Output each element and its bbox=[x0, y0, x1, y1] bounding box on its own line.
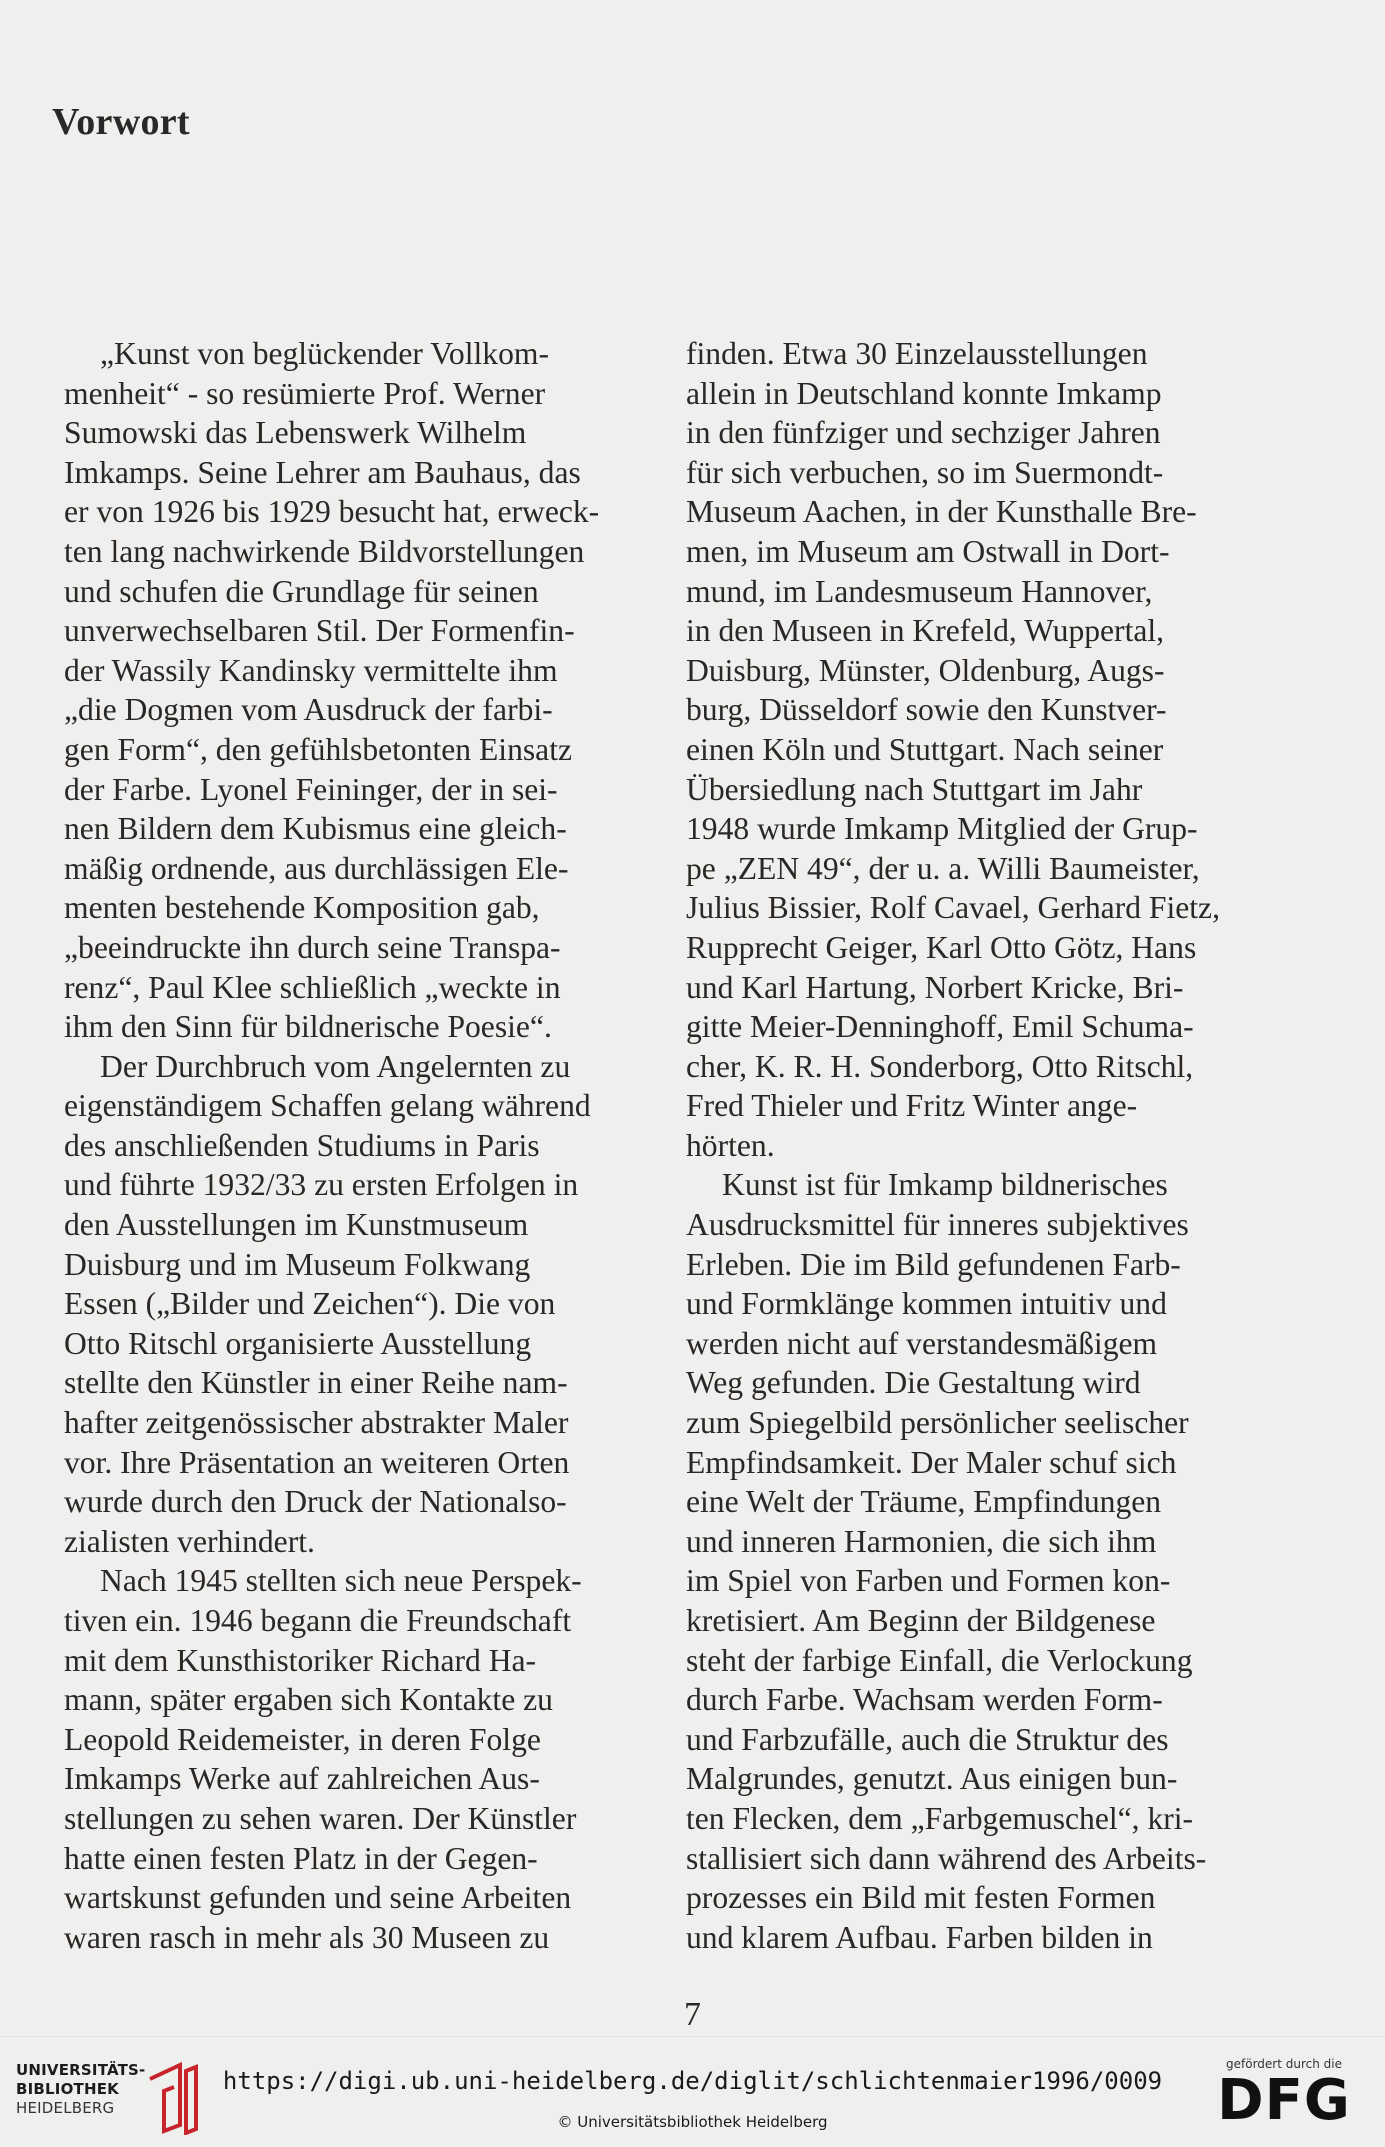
text-line: allein in Deutschland konnte Imkamp bbox=[686, 375, 1162, 411]
text-line: „Kunst von beglückender Vollkom- bbox=[100, 336, 549, 371]
logo-line-1: UNIVERSITÄTS- bbox=[16, 2061, 146, 2079]
text-line: unverwechselbaren Stil. Der Formenfin- bbox=[64, 613, 575, 649]
text-line: in den fünfziger und sechziger Jahren bbox=[686, 415, 1161, 451]
text-line: er von 1926 bis 1929 besucht hat, erweck- bbox=[64, 494, 600, 530]
text-line: zialisten verhindert. bbox=[64, 1523, 315, 1559]
text-line: und klarem Aufbau. Farben bilden in bbox=[686, 1919, 1153, 1955]
text-line: „die Dogmen vom Ausdruck der farbi- bbox=[64, 692, 553, 728]
text-line: men, im Museum am Ostwall in Dort- bbox=[686, 533, 1170, 569]
text-line: prozesses ein Bild mit festen Formen bbox=[686, 1880, 1156, 1916]
text-line: Nach 1945 stellten sich neue Perspek- bbox=[100, 1563, 582, 1599]
text-line: hafter zeitgenössischer abstrakter Maler bbox=[64, 1405, 569, 1441]
text-line: und inneren Harmonien, die sich ihm bbox=[686, 1523, 1157, 1559]
text-line: Empfindsamkeit. Der Maler schuf sich bbox=[686, 1444, 1177, 1480]
text-line: Der Durchbruch vom Angelernten zu bbox=[100, 1048, 571, 1084]
text-line: und Formklänge kommen intuitiv und bbox=[686, 1286, 1167, 1322]
text-line: werden nicht auf verstandesmäßigem bbox=[686, 1325, 1158, 1361]
permalink-url[interactable]: https://digi.ub.uni-heidelberg.de/diglit/schlichtenmaier1996/0009 bbox=[222, 2067, 1163, 2095]
text-line: Sumowski das Lebenswerk Wilhelm bbox=[64, 415, 527, 451]
text-line: mäßig ordnende, aus durchlässigen Ele- bbox=[64, 850, 569, 886]
text-line: „beeindruckte ihn durch seine Transpa- bbox=[64, 929, 561, 965]
text-line: menten bestehende Komposition gab, bbox=[64, 890, 540, 926]
text-line: vor. Ihre Präsentation an weiteren Orten bbox=[64, 1444, 570, 1480]
text-line: mund, im Landesmuseum Hannover, bbox=[686, 573, 1153, 609]
text-line: und Karl Hartung, Norbert Kricke, Bri- bbox=[686, 969, 1184, 1005]
text-line: mit dem Kunsthistoriker Richard Ha- bbox=[64, 1642, 537, 1678]
text-line: burg, Düsseldorf sowie den Kunstver- bbox=[686, 692, 1167, 728]
text-line: steht der farbige Einfall, die Verlockung bbox=[686, 1642, 1193, 1678]
text-line: cher, K. R. H. Sonderborg, Otto Ritschl, bbox=[686, 1048, 1194, 1084]
text-line: Duisburg, Münster, Oldenburg, Augs- bbox=[686, 652, 1165, 688]
text-line: Imkamps Werke auf zahlreichen Aus- bbox=[64, 1761, 540, 1797]
text-line: renz“, Paul Klee schließlich „weckte in bbox=[64, 969, 561, 1005]
text-line: der Farbe. Lyonel Feininger, der in sei- bbox=[64, 771, 558, 807]
page-number: 7 bbox=[684, 1996, 701, 2033]
text-line: Museum Aachen, in der Kunsthalle Bre- bbox=[686, 494, 1197, 530]
text-line: stellungen zu sehen waren. Der Künstler bbox=[64, 1800, 577, 1836]
text-line: den Ausstellungen im Kunstmuseum bbox=[64, 1207, 529, 1243]
text-line: zum Spiegelbild persönlicher seelischer bbox=[686, 1405, 1189, 1441]
text-line: kretisiert. Am Beginn der Bildgenese bbox=[686, 1603, 1156, 1638]
text-line: wartskunst gefunden und seine Arbeiten bbox=[64, 1880, 572, 1916]
text-line: menheit“ - so resümierte Prof. Werner bbox=[64, 375, 546, 411]
text-line: Fred Thieler und Fritz Winter ange- bbox=[686, 1088, 1138, 1124]
text-line: des anschließenden Studiums in Paris bbox=[64, 1127, 540, 1163]
text-line: Erleben. Die im Bild gefundenen Farb- bbox=[686, 1246, 1181, 1282]
dfg-logo-text: DFG bbox=[1217, 2068, 1351, 2133]
text-line: mann, später ergaben sich Kontakte zu bbox=[64, 1682, 553, 1718]
text-line: Weg gefunden. Die Gestaltung wird bbox=[686, 1365, 1141, 1401]
text-line: stellte den Künstler in einer Reihe nam- bbox=[64, 1365, 568, 1401]
text-line: Leopold Reidemeister, in deren Folge bbox=[64, 1721, 541, 1757]
left-text-column bbox=[64, 334, 666, 1957]
text-line: im Spiel von Farben und Formen kon- bbox=[686, 1563, 1171, 1599]
text-line: einen Köln und Stuttgart. Nach seiner bbox=[686, 731, 1164, 767]
text-line: und schufen die Grundlage für seinen bbox=[64, 573, 539, 609]
sponsor-caption: gefördert durch die bbox=[1226, 2057, 1342, 2071]
logo-line-3: HEIDELBERG bbox=[16, 2099, 115, 2117]
text-line: pe „ZEN 49“, der u. a. Willi Baumeister, bbox=[686, 850, 1200, 886]
text-line: Kunst ist für Imkamp bildnerisches bbox=[722, 1167, 1168, 1203]
text-line: Julius Bissier, Rolf Cavael, Gerhard Fietz, bbox=[686, 890, 1220, 926]
text-line: ten lang nachwirkende Bildvorstellungen bbox=[64, 533, 585, 569]
text-line: durch Farbe. Wachsam werden Form- bbox=[686, 1682, 1163, 1718]
text-line: und Farbzufälle, auch die Struktur des bbox=[686, 1721, 1169, 1757]
text-line: eine Welt der Träume, Empfindungen bbox=[686, 1484, 1162, 1520]
text-line: Imkamps. Seine Lehrer am Bauhaus, das bbox=[64, 454, 581, 490]
logo-line-2: BIBLIOTHEK bbox=[16, 2080, 119, 2098]
text-line: Übersiedlung nach Stuttgart im Jahr bbox=[686, 771, 1143, 807]
copyright-notice: © Universitätsbibliothek Heidelberg bbox=[557, 2113, 828, 2131]
text-line: in den Museen in Krefeld, Wuppertal, bbox=[686, 613, 1165, 649]
text-line: Otto Ritschl organisierte Ausstellung bbox=[64, 1325, 532, 1361]
text-line: stallisiert sich dann während des Arbeits- bbox=[686, 1840, 1207, 1876]
text-line: und führte 1932/33 zu ersten Erfolgen in bbox=[64, 1167, 579, 1203]
text-line: nen Bildern dem Kubismus eine gleich- bbox=[64, 811, 567, 847]
footer-bar bbox=[0, 2036, 1385, 2147]
text-line: ten Flecken, dem „Farbgemuschel“, kri- bbox=[686, 1800, 1194, 1836]
dfg-sponsor-logo[interactable] bbox=[1209, 2057, 1359, 2131]
text-line: wurde durch den Druck der Nationalso- bbox=[64, 1484, 567, 1520]
right-text-column bbox=[686, 334, 1288, 1957]
text-line: gen Form“, den gefühlsbetonten Einsatz bbox=[64, 731, 572, 767]
text-line: finden. Etwa 30 Einzelausstellungen bbox=[686, 336, 1148, 371]
text-line: Malgrundes, genutzt. Aus einigen bun- bbox=[686, 1761, 1178, 1797]
text-line: tiven ein. 1946 begann die Freundschaft bbox=[64, 1603, 572, 1638]
text-line: eigenständigem Schaffen gelang während bbox=[64, 1088, 591, 1124]
text-line: hörten. bbox=[686, 1127, 775, 1163]
text-line: Essen („Bilder und Zeichen“). Die von bbox=[64, 1286, 556, 1322]
text-line: für sich verbuchen, so im Suermondt- bbox=[686, 454, 1164, 490]
text-line: Ausdrucksmittel für inneres subjektives bbox=[686, 1207, 1189, 1243]
text-line: der Wassily Kandinsky vermittelte ihm bbox=[64, 652, 558, 688]
text-line: ihm den Sinn für bildnerische Poesie“. bbox=[64, 1009, 552, 1045]
text-line: gitte Meier-Denninghoff, Emil Schuma- bbox=[686, 1009, 1194, 1045]
text-line: waren rasch in mehr als 30 Museen zu bbox=[64, 1919, 550, 1955]
page-title: Vorwort bbox=[52, 101, 190, 143]
text-line: Rupprecht Geiger, Karl Otto Götz, Hans bbox=[686, 929, 1197, 965]
text-line: hatte einen festen Platz in der Gegen- bbox=[64, 1840, 538, 1876]
text-line: Duisburg und im Museum Folkwang bbox=[64, 1246, 531, 1282]
text-line: 1948 wurde Imkamp Mitglied der Grup- bbox=[686, 811, 1198, 847]
